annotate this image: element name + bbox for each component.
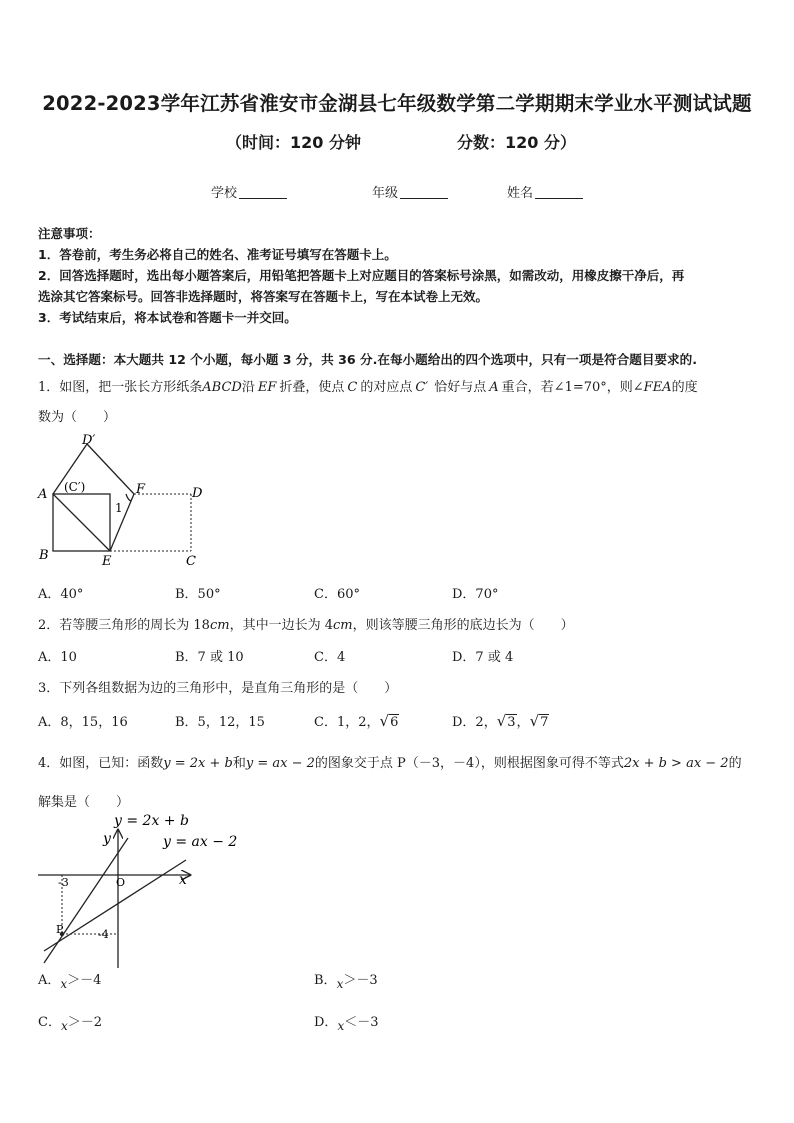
q1-text-2: 沿 — [241, 380, 255, 395]
q4-function-2: y = ax − 2 — [245, 756, 315, 771]
q4-text-2: 和 — [232, 756, 246, 771]
q4-label-y-minus-4: -4 — [98, 928, 109, 941]
q1-angle-1-arc — [126, 494, 131, 501]
q4-option-d-rel: ＜－3 — [344, 1015, 379, 1030]
q3-option-d-radicand-1: 3 — [507, 715, 516, 730]
q4-function-1: y = 2x + b — [163, 756, 233, 771]
q1-stem — [38, 376, 698, 395]
q4-option-b-prefix: B． — [314, 973, 337, 988]
q4-label-y-axis: y — [103, 831, 111, 847]
q4-option-b-var: x — [336, 977, 344, 991]
q1-segment-d-prime-f — [87, 444, 134, 494]
q4-option-a-prefix: A． — [38, 973, 61, 988]
q4-option-d-var: x — [337, 1019, 345, 1033]
q1-c: C — [347, 380, 358, 395]
q4-option-d[interactable] — [314, 1011, 379, 1033]
q1-label-a: A — [38, 487, 48, 502]
page-title: 2022-2023学年江苏省淮安市金湖县七年级数学第二学期期末学业水平测试试题 — [42, 92, 752, 115]
notice-item-1: 1．答卷前，考生务必将自己的姓名、准考证号填写在答题卡上。 — [38, 247, 397, 262]
q1-abcd: ABCD — [202, 380, 242, 395]
q4-option-b-rel: ＞－3 — [343, 973, 378, 988]
q1-option-d[interactable]: D．70° — [452, 587, 499, 602]
q4-label-line-1: y = 2x + b — [114, 813, 189, 829]
q3-option-d-radicand-2: 7 — [540, 715, 549, 730]
q1-text-7: 的度 — [671, 380, 698, 395]
q4-stem-line2: 解集是（ ） — [38, 795, 130, 810]
q4-option-d-prefix: D． — [314, 1015, 338, 1030]
q2-text-1: 2．若等腰三角形的周长为 18 — [38, 618, 210, 633]
q4-text-3: 的图象交于点 P（－3，－4），则根据图象可得不等式 — [314, 756, 624, 771]
sqrt-icon: √ — [529, 712, 540, 730]
q4-figure — [30, 808, 240, 968]
q2-unit-1: cm — [209, 618, 230, 633]
time-label: （时间：120 分钟 — [226, 133, 361, 152]
q2-option-a[interactable]: A．10 — [38, 650, 77, 665]
notice-item-2b: 选涂其它答案标号。回答非选择题时，将答案写在答题卡上，写在本试卷上无效。 — [38, 289, 489, 304]
q4-line-y-2x-plus-b — [44, 838, 128, 963]
grade-label: 年级 — [372, 186, 399, 201]
q4-inequality: 2x + b > ax − 2 — [623, 756, 729, 771]
school-blank[interactable] — [239, 186, 287, 199]
q2-unit-2: cm — [332, 618, 353, 633]
q1-text-4: 的对应点 — [360, 380, 413, 395]
score-label: 分数：120 分） — [457, 133, 576, 152]
sqrt-icon: √ — [379, 712, 390, 730]
q1-label-b: B — [39, 548, 49, 563]
q4-option-a-var: x — [60, 977, 68, 991]
section-heading: 一、选择题：本大题共 12 个小题，每小题 3 分，共 36 分.在每小题给出的四个选项中，只有一项是符合题目要求的. — [38, 352, 698, 367]
q1-a: A — [489, 380, 499, 395]
q1-fea: FEA — [643, 380, 672, 395]
q1-label-d-prime: D′ — [82, 433, 96, 448]
q4-label-x-axis: x — [179, 872, 187, 888]
school-label: 学校 — [211, 186, 238, 201]
q2-option-d[interactable]: D．7 或 4 — [452, 650, 514, 665]
q2-text-3: ，则该等腰三角形的底边长为（ ） — [352, 618, 574, 633]
school-field[interactable] — [211, 182, 287, 201]
q4-text-1: 4．如图，已知：函数 — [38, 756, 164, 771]
q1-label-angle-1: 1 — [115, 501, 123, 515]
notice-heading: 注意事项： — [38, 226, 101, 241]
q1-option-b[interactable]: B．50° — [175, 587, 221, 602]
q2-option-b[interactable]: B．7 或 10 — [175, 650, 244, 665]
q2-option-c[interactable]: C．4 — [314, 650, 346, 665]
q4-option-c-prefix: C． — [38, 1015, 61, 1030]
name-label: 姓名 — [507, 186, 534, 201]
q1-label-c-prime: (C′) — [64, 480, 86, 494]
q1-text-6: 重合，若∠1=70°，则∠ — [501, 380, 644, 395]
q1-stem-line2: 数为（ ） — [38, 410, 117, 425]
q4-label-x-minus-3: -3 — [58, 876, 69, 889]
q3-option-c-radicand: 6 — [390, 715, 399, 730]
q1-label-d: D — [192, 486, 203, 501]
name-blank[interactable] — [535, 186, 583, 199]
q4-option-a-rel: ＞－4 — [67, 973, 102, 988]
q4-option-c-rel: ＞－2 — [67, 1015, 103, 1030]
q4-label-origin: O — [116, 876, 126, 889]
q3-option-c-text: C．1，2， — [314, 715, 380, 730]
q1-option-c[interactable]: C．60° — [314, 587, 360, 602]
q4-option-c[interactable] — [38, 1011, 102, 1033]
q4-line-y-ax-minus-2 — [44, 860, 186, 951]
q1-ef: EF — [257, 380, 277, 395]
q1-label-f: F — [136, 482, 146, 497]
grade-blank[interactable] — [400, 186, 448, 199]
q1-cprime: C′ — [415, 380, 429, 395]
q1-figure — [30, 430, 230, 570]
q3-option-d-separator: ， — [516, 715, 530, 730]
q1-text-3: 折叠，使点 — [279, 380, 345, 395]
q3-option-c[interactable] — [314, 711, 399, 730]
q3-option-a[interactable]: A．8，15，16 — [38, 715, 128, 730]
q4-option-a[interactable] — [38, 969, 101, 991]
q1-label-e: E — [102, 554, 112, 569]
grade-field[interactable] — [372, 182, 448, 201]
notice-item-3: 3．考试结束后，将本试卷和答题卡一并交回。 — [38, 310, 297, 325]
name-field[interactable] — [507, 182, 583, 201]
q2-stem — [38, 614, 574, 633]
q3-option-b[interactable]: B．5，12，15 — [175, 715, 265, 730]
q3-option-d-text: D．2， — [452, 715, 497, 730]
q1-text-5: 恰好与点 — [434, 380, 487, 395]
q1-diagonal-ae — [53, 494, 110, 551]
q2-text-2: ，其中一边长为 4 — [229, 618, 333, 633]
notice-item-2a: 2．回答选择题时，选出每小题答案后，用铅笔把答题卡上对应题目的答案标号涂黑，如需改动，用橡皮擦干净后，再 — [38, 268, 685, 283]
q4-label-p: P — [56, 923, 64, 936]
q1-option-a[interactable]: A．40° — [38, 587, 84, 602]
q4-text-4: 的 — [728, 756, 742, 771]
q4-stem — [38, 752, 742, 771]
q1-label-c: C — [186, 554, 196, 569]
q3-stem: 3．下列各组数据为边的三角形中，是直角三角形的是（ ） — [38, 681, 398, 696]
q4-option-c-var: x — [60, 1019, 68, 1033]
sqrt-icon: √ — [496, 712, 507, 730]
q4-option-b[interactable] — [314, 969, 378, 991]
q3-option-d[interactable] — [452, 711, 549, 730]
q1-text-1: 1．如图，把一张长方形纸条 — [38, 380, 203, 395]
q4-label-line-2: y = ax − 2 — [163, 834, 238, 850]
